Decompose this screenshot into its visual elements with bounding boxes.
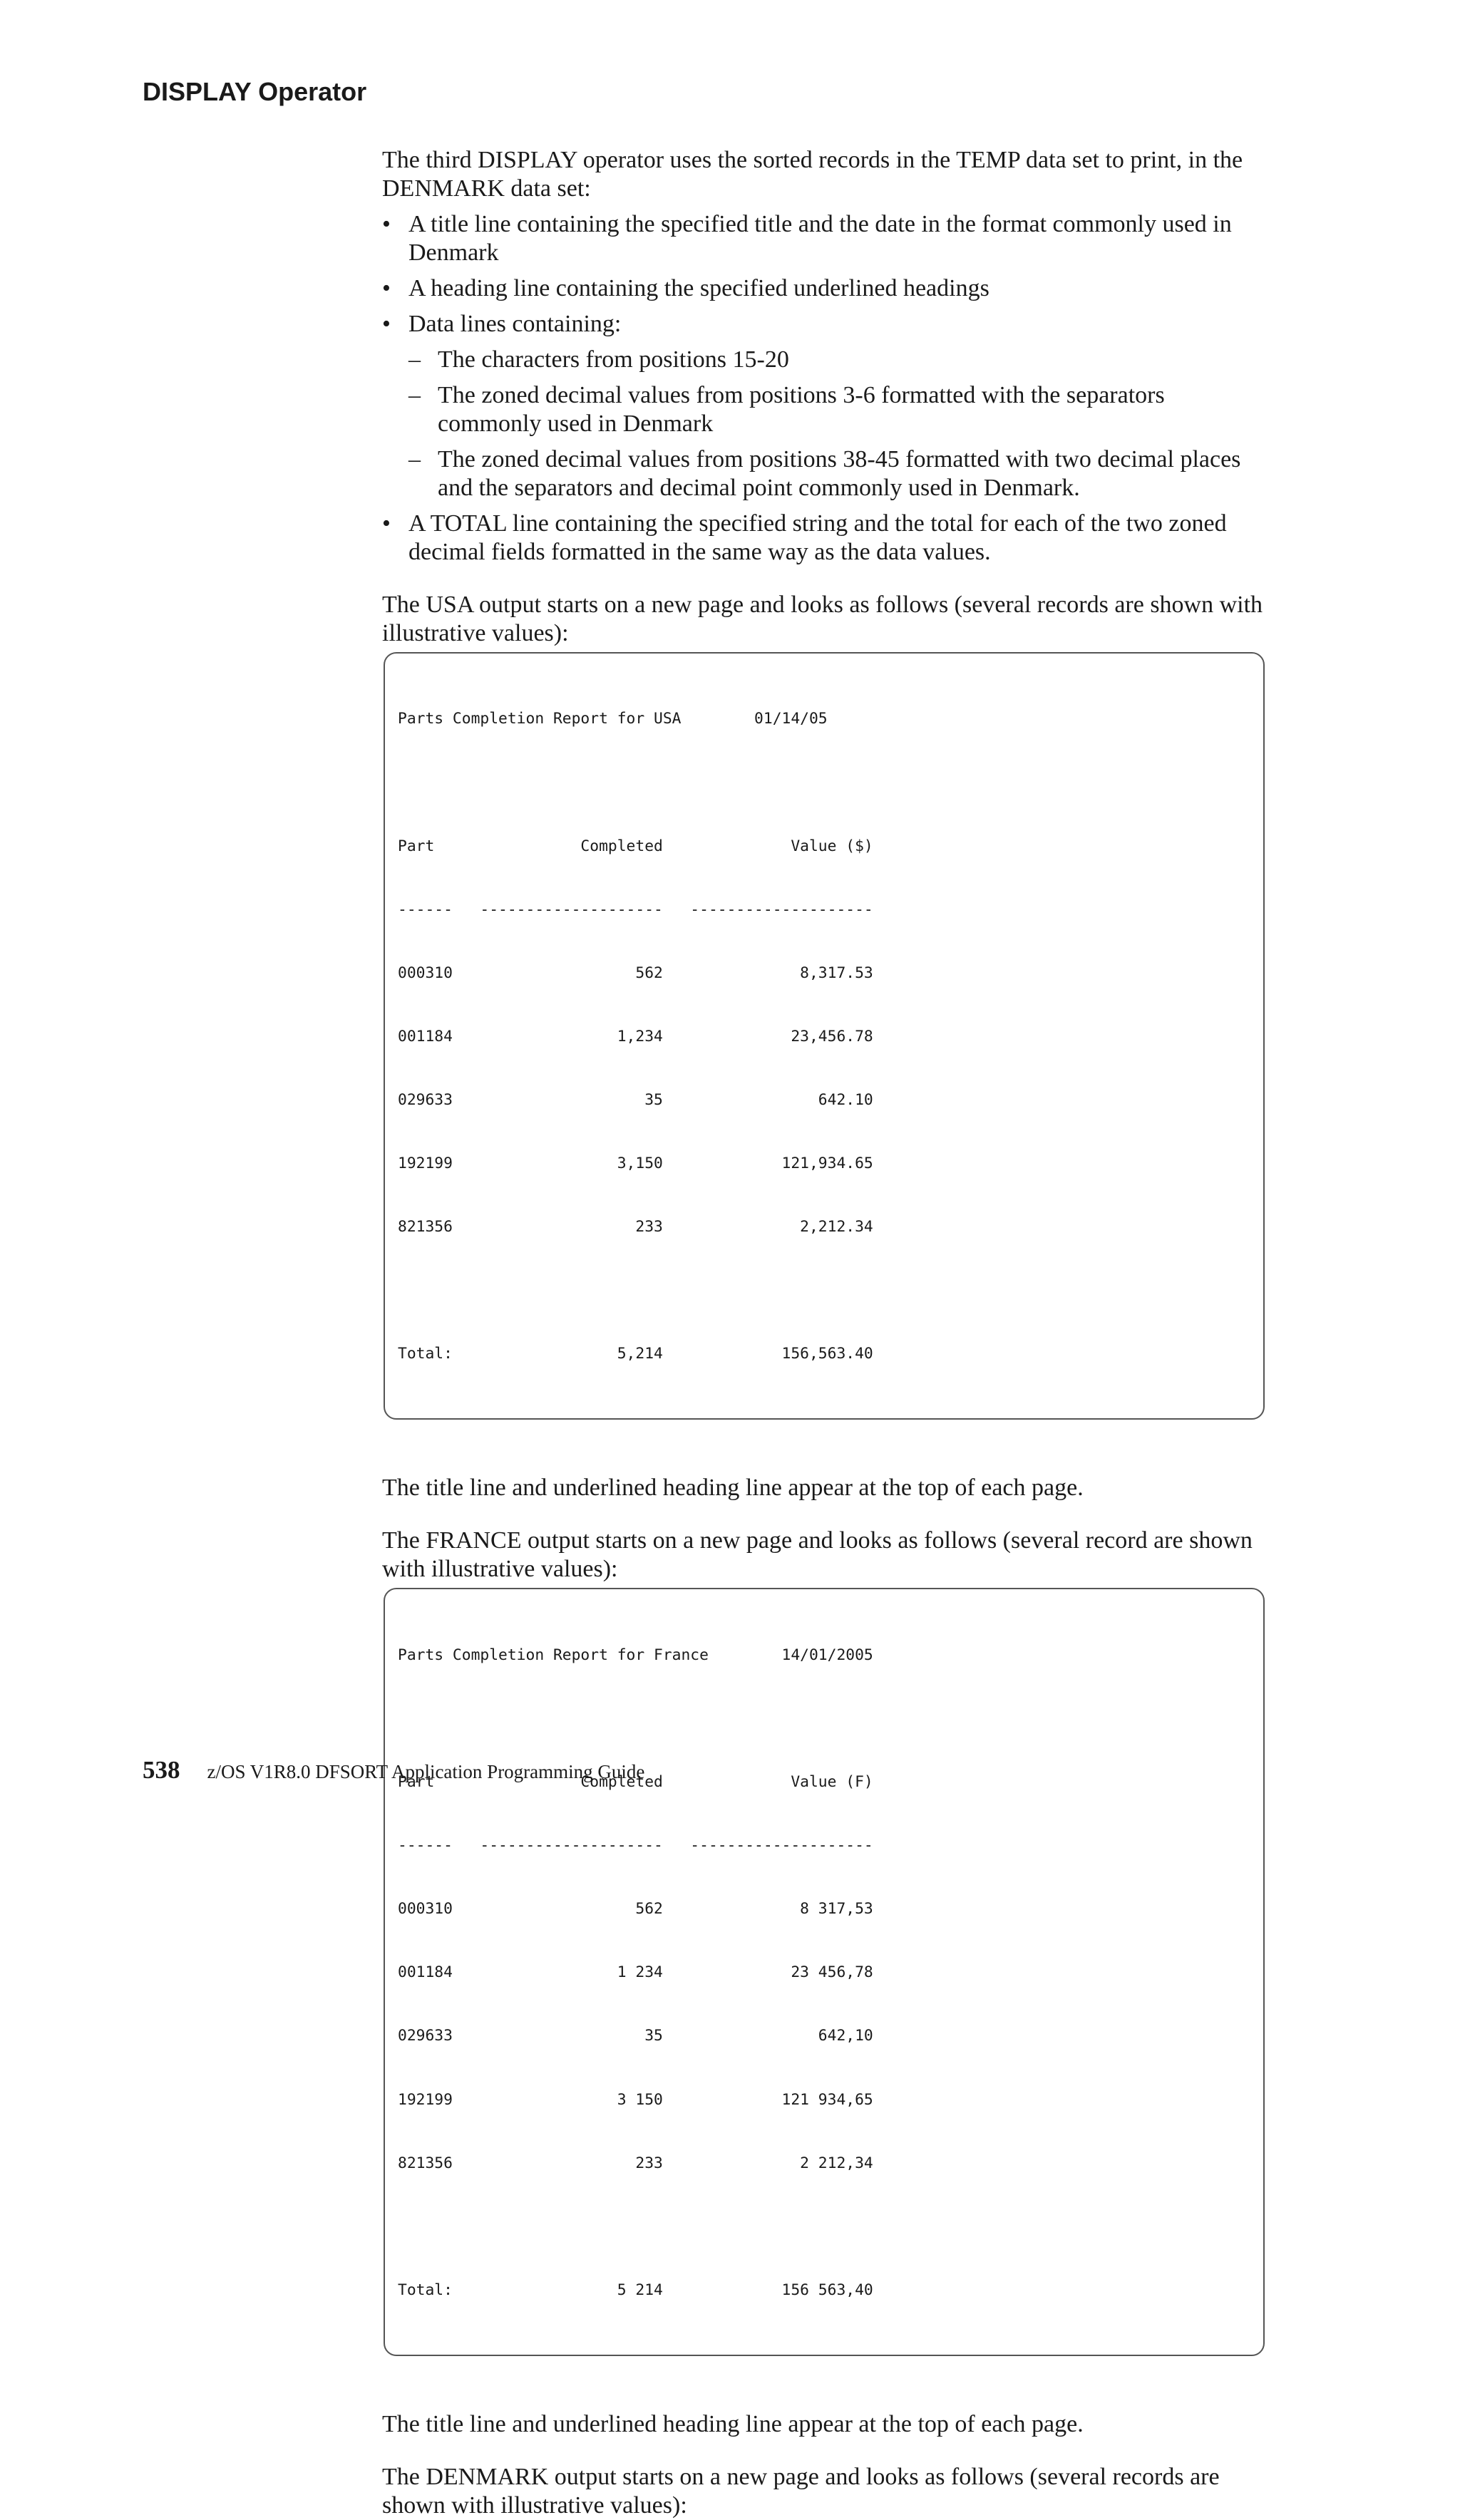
report-line (398, 1708, 1263, 1730)
report-line: 029633 35 642,10 (398, 2027, 873, 2045)
bullet-list (382, 210, 1266, 567)
sub-bullet-list (408, 346, 1266, 502)
report-line: 000310 562 8,317.53 (398, 964, 873, 982)
sub-bullet-text: The characters from positions 15-20 (438, 346, 789, 373)
bullet-text: A TOTAL line containing the specified string and the total for each of the two zoned decimal fields formatted in the same way as the data values. (408, 510, 1227, 565)
report-line: Total: 5,214 156,563.40 (398, 1345, 873, 1363)
bullet-item (382, 274, 1266, 303)
report-line: 001184 1 234 23 456,78 (398, 1963, 873, 1982)
page-footer (143, 1756, 644, 1785)
report-line: ------ -------------------- -------------------- (398, 900, 873, 919)
report-line: Part Completed Value ($) (398, 837, 873, 855)
intro-paragraph: The third DISPLAY operator uses the sorted records in the TEMP data set to print, in the DENMARK data set: (382, 147, 1243, 202)
report-line: Parts Completion Report for France 14/01/2005 (398, 1646, 873, 1664)
report-line: ------ -------------------- -------------------- (398, 1837, 873, 1855)
report-line: Part Completed Value (F) (398, 1773, 873, 1792)
sub-bullet-text: The zoned decimal values from positions 38-45 formatted with two decimal places and the separators and decimal point commonly used in Denmark. (438, 446, 1241, 501)
report-line (398, 773, 1263, 794)
report-line: 000310 562 8 317,53 (398, 1900, 873, 1919)
denmark-intro-paragraph: The DENMARK output starts on a new page and looks as follows (several records are shown with illustrative values): (382, 2463, 1220, 2519)
usa-report-box (384, 652, 1265, 1420)
report-line: 001184 1,234 23,456.78 (398, 1027, 873, 1045)
france-report-box (384, 1588, 1265, 2355)
bullet-text: A title line containing the specified title and the date in the format commonly used in Denmark (408, 211, 1232, 266)
report-line: 029633 35 642.10 (398, 1090, 873, 1109)
bullet-item (382, 310, 1266, 502)
report-line: Parts Completion Report for USA 01/14/05 (398, 710, 828, 728)
report-line: 821356 233 2 212,34 (398, 2154, 873, 2172)
sub-bullet-item (408, 445, 1266, 502)
sub-bullet-item (408, 346, 1266, 374)
report-line: Total: 5 214 156 563,40 (398, 2281, 873, 2299)
footer-doc-title: z/OS V1R8.0 DFSORT Application Programming Guide (207, 1761, 645, 1782)
sub-bullet-text: The zoned decimal values from positions 3-6 formatted with the separators commonly used in Denmark (438, 382, 1165, 437)
bullet-text: A heading line containing the specified underlined headings (408, 275, 989, 301)
section-header: DISPLAY Operator (143, 77, 367, 106)
bullet-text: Data lines containing: (408, 311, 622, 337)
report-line: 192199 3 150 121 934,65 (398, 2090, 873, 2109)
usa-after-paragraph: The title line and underlined heading line appear at the top of each page. (382, 1475, 1084, 1502)
report-line: 192199 3,150 121,934.65 (398, 1155, 873, 1173)
report-line: 821356 233 2,212.34 (398, 1218, 873, 1236)
page-number: 538 (143, 1756, 180, 1784)
report-line (398, 2216, 1263, 2238)
bullet-item (382, 210, 1266, 267)
bullet-item (382, 510, 1266, 567)
page-content (382, 146, 1266, 2520)
report-line (398, 1280, 1263, 1301)
france-after-paragraph: The title line and underlined heading line appear at the top of each page. (382, 2410, 1084, 2437)
usa-intro-paragraph: The USA output starts on a new page and looks as follows (several records are shown with illustrative values): (382, 592, 1263, 646)
france-intro-paragraph: The FRANCE output starts on a new page and looks as follows (several record are shown with illustrative values): (382, 1527, 1253, 1583)
sub-bullet-item (408, 381, 1266, 438)
